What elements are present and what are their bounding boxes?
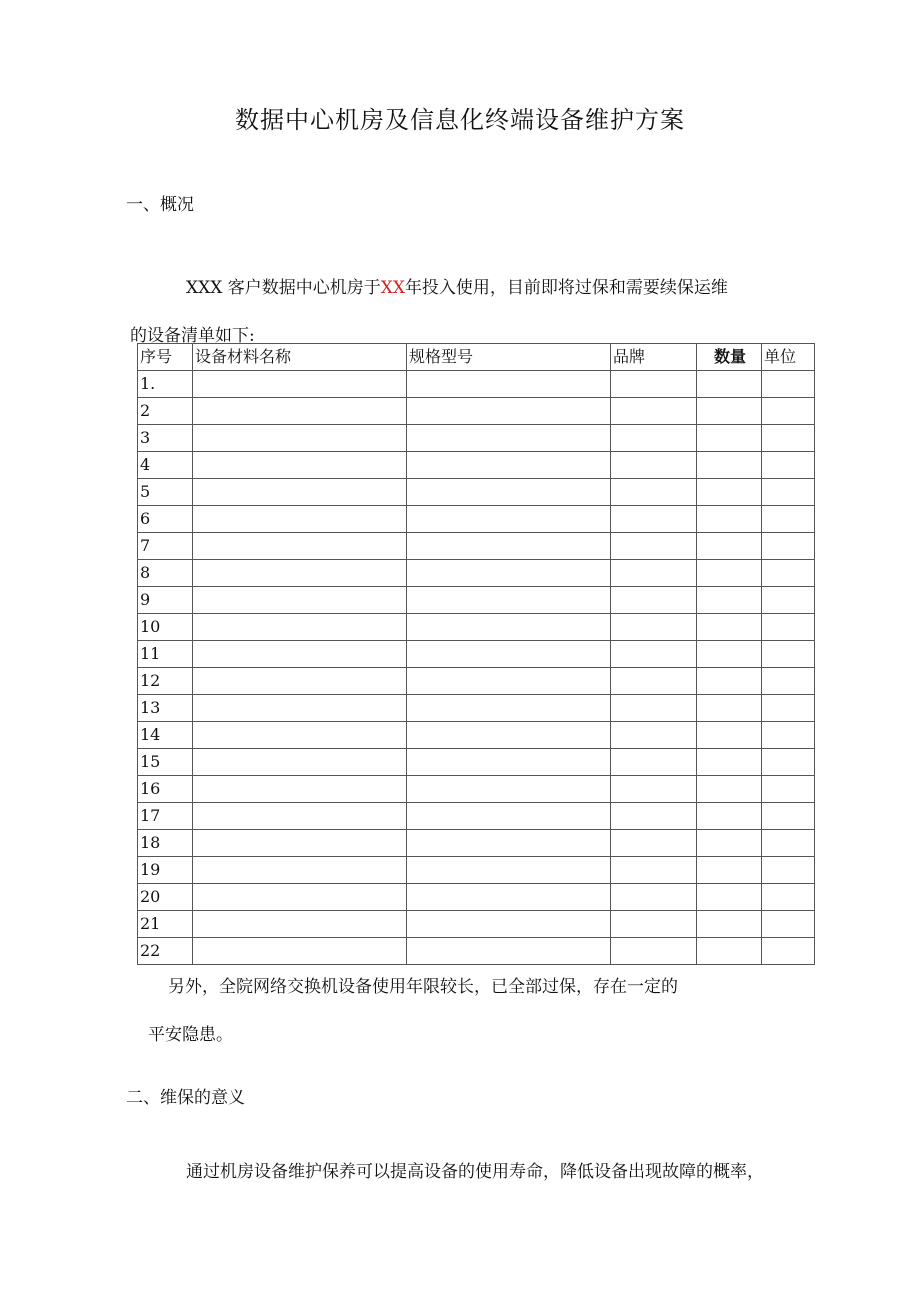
table-cell [611,749,697,776]
row-index-cell: 11 [138,641,193,668]
table-cell [407,425,611,452]
table-cell [762,533,815,560]
table-cell [697,911,762,938]
table-cell [697,776,762,803]
row-index-cell: 4 [138,452,193,479]
table-cell [611,452,697,479]
row-index-cell: 13 [138,695,193,722]
table-row [138,533,815,560]
table-cell [407,398,611,425]
table-cell [697,506,762,533]
table-row [138,506,815,533]
table-cell [762,776,815,803]
table-cell [611,911,697,938]
table-cell [193,371,407,398]
table-cell [193,614,407,641]
row-index-cell: 21 [138,911,193,938]
table-cell [193,533,407,560]
table-cell [762,749,815,776]
table-cell [697,884,762,911]
significance-paragraph: 通过机房设备维护保养可以提高设备的使用寿命，降低设备出现故障的概率， [186,1162,764,1182]
table-cell [407,695,611,722]
header-cell-quantity: 数量 [697,344,762,371]
table-cell [697,668,762,695]
table-cell [407,371,611,398]
table-row [138,695,815,722]
table-cell [697,398,762,425]
table-row [138,452,815,479]
table-cell [407,749,611,776]
table-cell [762,614,815,641]
table-cell [697,614,762,641]
table-cell [193,398,407,425]
table-cell [407,479,611,506]
table-cell [407,857,611,884]
section-heading-overview: 一、概况 [126,195,194,215]
table-header-row [138,344,815,371]
row-index-cell: 19 [138,857,193,884]
table-row [138,425,815,452]
table-cell [193,938,407,965]
table-cell [762,911,815,938]
row-index-cell: 8 [138,560,193,587]
table-cell [611,857,697,884]
header-cell-brand: 品牌 [611,344,697,371]
overview-paragraph-line2: 的设备清单如下: [130,326,255,346]
table-cell [193,803,407,830]
table-cell [762,884,815,911]
table-row [138,398,815,425]
row-index-cell: 9 [138,587,193,614]
table-cell [697,425,762,452]
table-row [138,641,815,668]
table-cell [762,641,815,668]
row-index-cell: 14 [138,722,193,749]
header-cell-index: 序号 [138,344,193,371]
table-cell [697,533,762,560]
table-cell [762,452,815,479]
table-cell [762,722,815,749]
section-heading-significance: 二、维保的意义 [126,1088,245,1108]
table-row [138,857,815,884]
overview-text-post: 年投入使用，目前即将过保和需要续保运维 [404,278,728,298]
table-cell [611,479,697,506]
table-row [138,479,815,506]
document-title: 数据中心机房及信息化终端设备维护方案 [235,106,685,134]
equipment-table-body [138,344,815,965]
table-cell [697,695,762,722]
table-cell [407,830,611,857]
table-cell [193,479,407,506]
table-cell [762,830,815,857]
table-cell [611,425,697,452]
row-index-cell: 6 [138,506,193,533]
table-row [138,884,815,911]
table-cell [193,452,407,479]
note-line1: 另外，全院网络交换机设备使用年限较长，已全部过保，存在一定的 [168,977,678,997]
table-cell [193,857,407,884]
table-cell [193,695,407,722]
table-cell [193,668,407,695]
table-cell [407,452,611,479]
row-index-cell: 5 [138,479,193,506]
table-cell [611,776,697,803]
table-cell [611,398,697,425]
table-row [138,371,815,398]
table-cell [611,560,697,587]
table-cell [611,614,697,641]
table-cell [697,479,762,506]
table-row [138,776,815,803]
table-row [138,587,815,614]
table-cell [762,425,815,452]
table-cell [762,695,815,722]
table-cell [697,587,762,614]
table-cell [407,911,611,938]
table-cell [697,857,762,884]
row-index-cell: 3 [138,425,193,452]
equipment-table [137,343,815,965]
table-row [138,830,815,857]
table-cell [407,587,611,614]
table-cell [697,452,762,479]
row-index-cell: 10 [138,614,193,641]
table-cell [697,560,762,587]
table-cell [762,398,815,425]
row-index-cell: 15 [138,749,193,776]
row-index-cell: 18 [138,830,193,857]
row-index-cell: 16 [138,776,193,803]
table-cell [611,938,697,965]
table-cell [611,803,697,830]
table-row [138,722,815,749]
table-cell [407,560,611,587]
table-cell [697,371,762,398]
row-index-cell: 20 [138,884,193,911]
table-row [138,938,815,965]
table-cell [193,722,407,749]
table-cell [407,506,611,533]
table-cell [762,803,815,830]
row-index-cell: 1. [138,371,193,398]
table-cell [193,506,407,533]
table-cell [611,830,697,857]
table-cell [193,641,407,668]
table-cell [611,884,697,911]
table-cell [611,371,697,398]
table-cell [762,938,815,965]
header-cell-name: 设备材料名称 [193,344,407,371]
table-cell [193,776,407,803]
table-cell [697,830,762,857]
table-cell [611,506,697,533]
table-cell [697,938,762,965]
table-row [138,668,815,695]
table-cell [193,884,407,911]
row-index-cell: 2 [138,398,193,425]
overview-paragraph-line1 [186,273,728,298]
table-cell [697,722,762,749]
header-cell-model: 规格型号 [407,344,611,371]
table-cell [193,560,407,587]
table-cell [407,533,611,560]
table-cell [762,587,815,614]
row-index-cell: 17 [138,803,193,830]
table-cell [407,641,611,668]
table-cell [407,668,611,695]
table-row [138,749,815,776]
table-cell [762,668,815,695]
table-row [138,911,815,938]
table-cell [407,803,611,830]
header-cell-unit: 单位 [762,344,815,371]
table-cell [193,425,407,452]
table-cell [611,722,697,749]
table-cell [611,533,697,560]
table-cell [611,641,697,668]
table-cell [407,884,611,911]
table-cell [407,776,611,803]
table-cell [697,641,762,668]
row-index-cell: 12 [138,668,193,695]
row-index-cell: 22 [138,938,193,965]
table-cell [762,371,815,398]
table-cell [407,722,611,749]
table-cell [193,911,407,938]
table-cell [762,857,815,884]
table-cell [762,560,815,587]
row-index-cell: 7 [138,533,193,560]
table-cell [611,668,697,695]
overview-year-highlight: XX [380,278,405,298]
table-row [138,614,815,641]
table-cell [611,695,697,722]
table-cell [762,479,815,506]
table-cell [611,587,697,614]
table-cell [697,749,762,776]
table-cell [193,587,407,614]
table-row [138,803,815,830]
table-cell [407,614,611,641]
note-line2: 平安隐患。 [148,1025,233,1045]
table-cell [193,749,407,776]
table-cell [762,506,815,533]
table-row [138,560,815,587]
table-cell [193,830,407,857]
overview-text-pre: XXX 客户数据中心机房于 [186,278,381,298]
table-cell [407,938,611,965]
table-cell [697,803,762,830]
